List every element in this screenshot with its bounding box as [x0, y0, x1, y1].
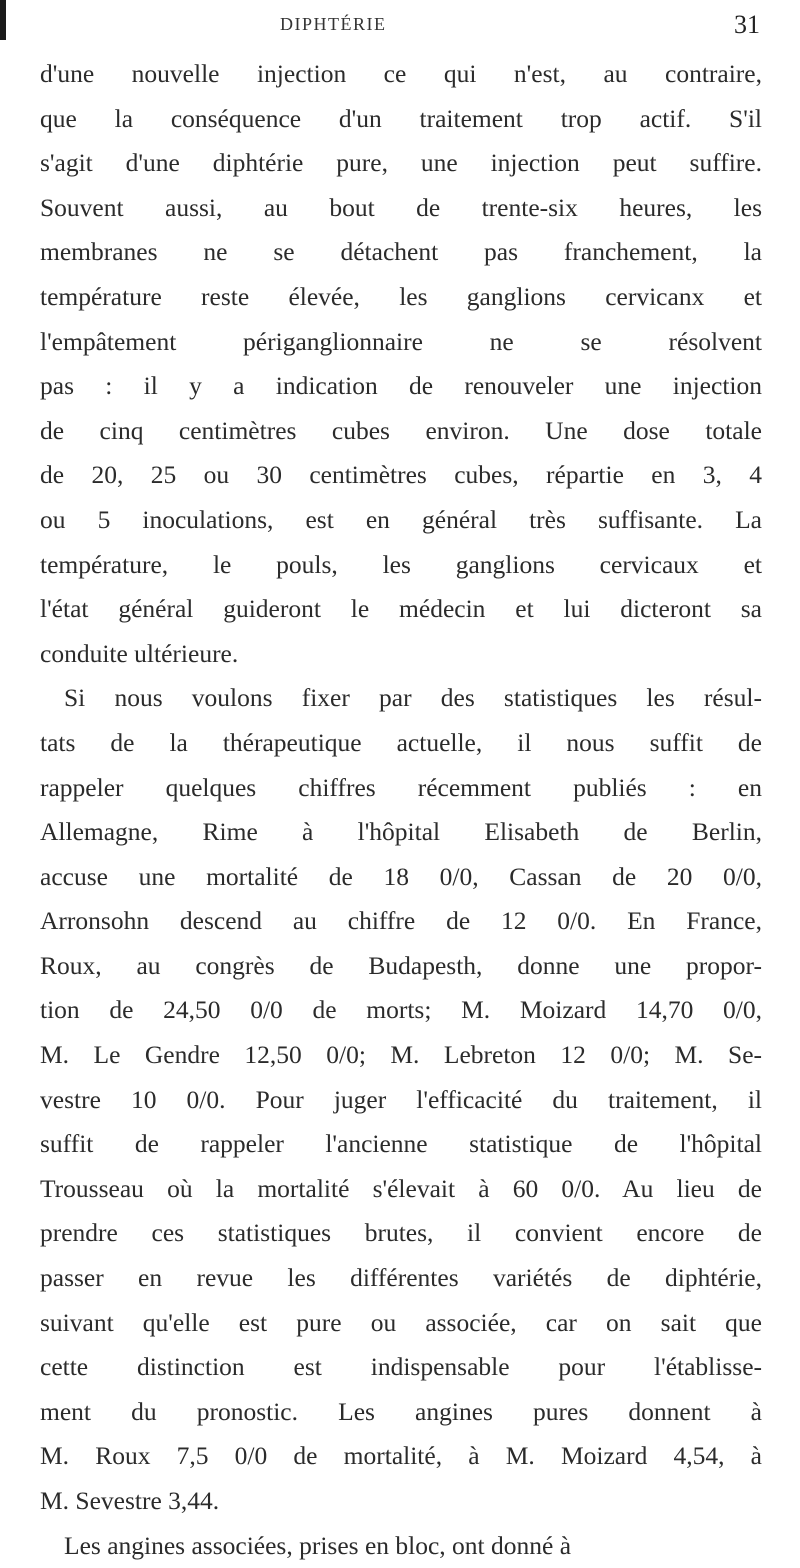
body-text — [40, 52, 762, 1568]
text-line: pas : il y a indication de renouveler une injection — [40, 371, 762, 401]
text-line: d'une nouvelle injection ce qui n'est, au contraire, — [40, 59, 762, 88]
text-line: température reste élevée, les ganglions cervicanx et — [40, 281, 762, 311]
text-line: passer en revue les différentes variétés de diphtérie, — [40, 1263, 762, 1293]
text-line: Arronsohn descend au chiffre de 12 0/0. En France, — [40, 906, 762, 936]
text-line: vestre 10 0/0. Pour juger l'efficacité du traitement, il — [40, 1084, 762, 1114]
text-line: de cinq centimètres cubes environ. Une dose totale — [40, 415, 762, 445]
text-line: Les angines associées, prises en bloc, ont donné à — [64, 1530, 572, 1560]
text-line: M. Le Gendre 12,50 0/0; M. Lebreton 12 0/0; M. Se- — [40, 1040, 762, 1070]
text-line: ment du pronostic. Les angines pures donnent à — [40, 1396, 762, 1426]
text-line: suivant qu'elle est pure ou associée, car on sait que — [40, 1307, 762, 1337]
page-edge-mark — [0, 0, 6, 40]
text-line: accuse une mortalité de 18 0/0, Cassan de 20 0/0, — [40, 861, 762, 891]
text-line: Allemagne, Rime à l'hôpital Elisabeth de Berlin, — [40, 817, 762, 847]
text-line: ou 5 inoculations, est en général très suffisante. La — [40, 504, 762, 534]
text-line: tion de 24,50 0/0 de morts; M. Moizard 14,70 0/0, — [40, 995, 762, 1025]
text-line: l'état général guideront le médecin et lui dicteront sa — [40, 594, 762, 624]
page-number: 31 — [734, 10, 760, 39]
text-line: prendre ces statistiques brutes, il convient encore de — [40, 1218, 762, 1248]
text-line: Souvent aussi, au bout de trente-six heures, les — [40, 192, 762, 222]
text-line: l'empâtement périganglionnaire ne se résolvent — [40, 326, 762, 356]
text-line: s'agit d'une diphtérie pure, une injection peut suffire. — [40, 148, 762, 178]
running-title: DIPHTÉRIE — [280, 14, 387, 34]
text-line: Trousseau où la mortalité s'élevait à 60 0/0. Au lieu de — [40, 1173, 762, 1203]
text-line: M. Roux 7,5 0/0 de mortalité, à M. Moizard 4,54, à — [40, 1441, 762, 1471]
text-line: Si nous voulons fixer par des statistiques les résul- — [64, 683, 762, 713]
text-line: conduite ultérieure. — [40, 638, 239, 668]
text-line: rappeler quelques chiffres récemment publiés : en — [40, 772, 762, 802]
text-line: M. Sevestre 3,44. — [40, 1486, 220, 1515]
page-header — [280, 10, 760, 40]
text-line: que la conséquence d'un traitement trop actif. S'il — [40, 103, 762, 133]
text-line: suffit de rappeler l'ancienne statistique de l'hôpital — [40, 1129, 762, 1159]
text-line: Roux, au congrès de Budapesth, donne une propor- — [40, 950, 762, 980]
text-line: de 20, 25 ou 30 centimètres cubes, répartie en 3, 4 — [40, 460, 762, 490]
text-line: température, le pouls, les ganglions cervicaux et — [40, 549, 762, 579]
text-line: tats de la thérapeutique actuelle, il nous suffit de — [40, 727, 762, 757]
text-line: membranes ne se détachent pas franchement, la — [40, 237, 762, 267]
text-line: cette distinction est indispensable pour l'établisse- — [40, 1352, 762, 1382]
